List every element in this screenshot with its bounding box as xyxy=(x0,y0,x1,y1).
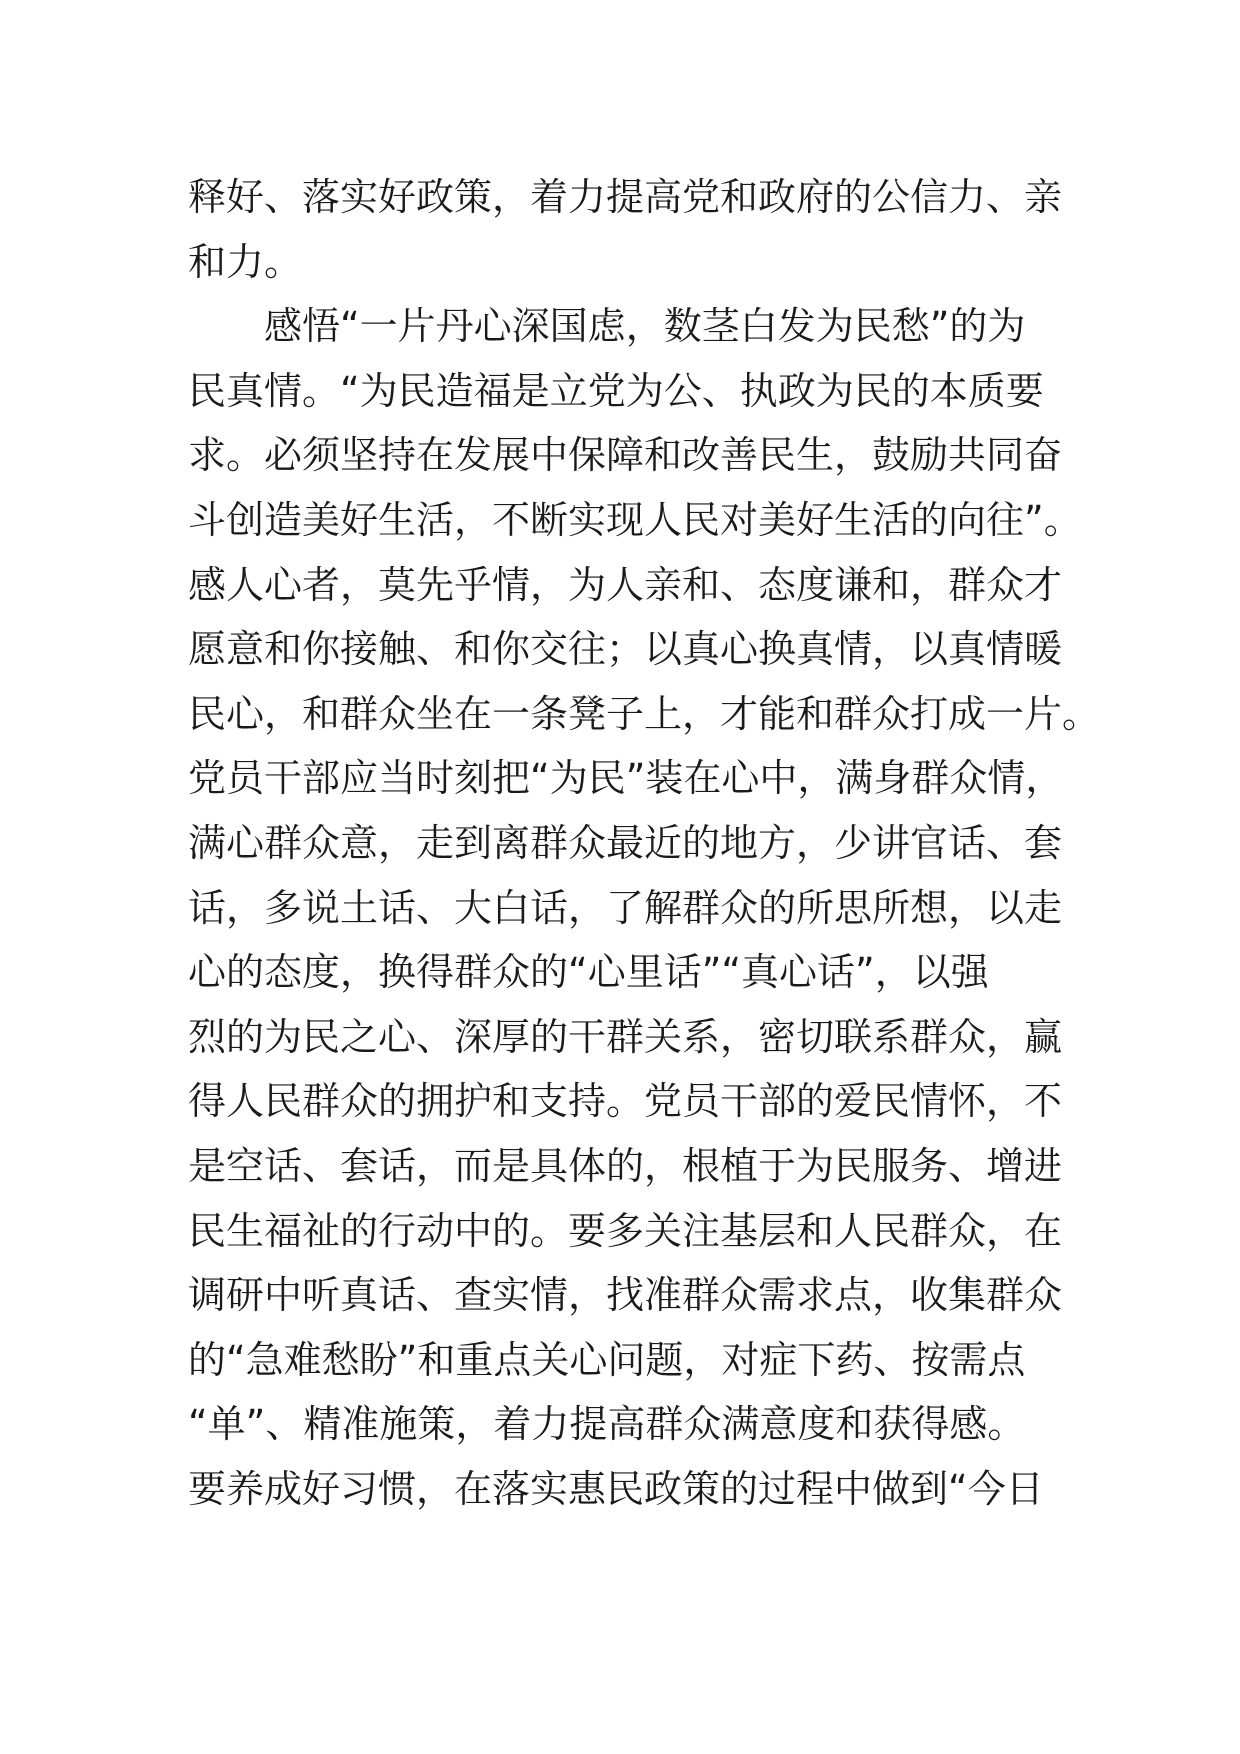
text-line: 民真情。“为民造福是立党为公、执政为民的本质要 xyxy=(188,368,1044,413)
text-line: 是空话、套话，而是具体的，根植于为民服务、增进 xyxy=(188,1143,1063,1188)
text-line: 愿意和你接触、和你交往；以真心换真情，以真情暖 xyxy=(188,627,1063,672)
text-line: 心的态度，换得群众的“心里话”“真心话”，以强 xyxy=(188,950,989,995)
body-text xyxy=(188,165,1101,1521)
text-line: 求。必须坚持在发展中保障和改善民生，鼓励共同奋 xyxy=(188,433,1063,478)
text-line: 释好、落实好政策，着力提高党和政府的公信力、亲 xyxy=(188,175,1063,219)
text-line: “单”、精准施策，着力提高群众满意度和获得感。 xyxy=(188,1402,1026,1447)
text-line: 感人心者，莫先乎情，为人亲和、态度谦和，群众才 xyxy=(188,562,1063,607)
text-line: 满心群众意，走到离群众最近的地方，少讲官话、套 xyxy=(188,820,1063,865)
paragraph-start-line: 感悟“一片丹心深国虑，数茎白发为民愁”的为 xyxy=(264,304,1026,349)
text-line: 得人民群众的拥护和支持。党员干部的爱民情怀，不 xyxy=(188,1079,1063,1124)
text-line: 烈的为民之心、深厚的干群关系，密切联系群众，赢 xyxy=(188,1014,1063,1059)
text-line: 话，多说土话、大白话，了解群众的所思所想，以走 xyxy=(188,885,1063,930)
text-line: 要养成好习惯，在落实惠民政策的过程中做到“今日 xyxy=(188,1466,1044,1511)
text-line: 的“急难愁盼”和重点关心问题，对症下药、按需点 xyxy=(188,1337,1026,1382)
text-line: 民生福祉的行动中的。要多关注基层和人民群众，在 xyxy=(188,1208,1063,1253)
text-line: 党员干部应当时刻把“为民”装在心中，满身群众情， xyxy=(188,756,1064,801)
text-line: 调研中听真话、查实情，找准群众需求点，收集群众 xyxy=(188,1273,1063,1318)
text-line: 斗创造美好生活，不断实现人民对美好生活的向往”。 xyxy=(188,497,1082,542)
text-line: 和力。 xyxy=(188,239,303,284)
text-line: 民心，和群众坐在一条凳子上，才能和群众打成一片。 xyxy=(188,691,1101,736)
